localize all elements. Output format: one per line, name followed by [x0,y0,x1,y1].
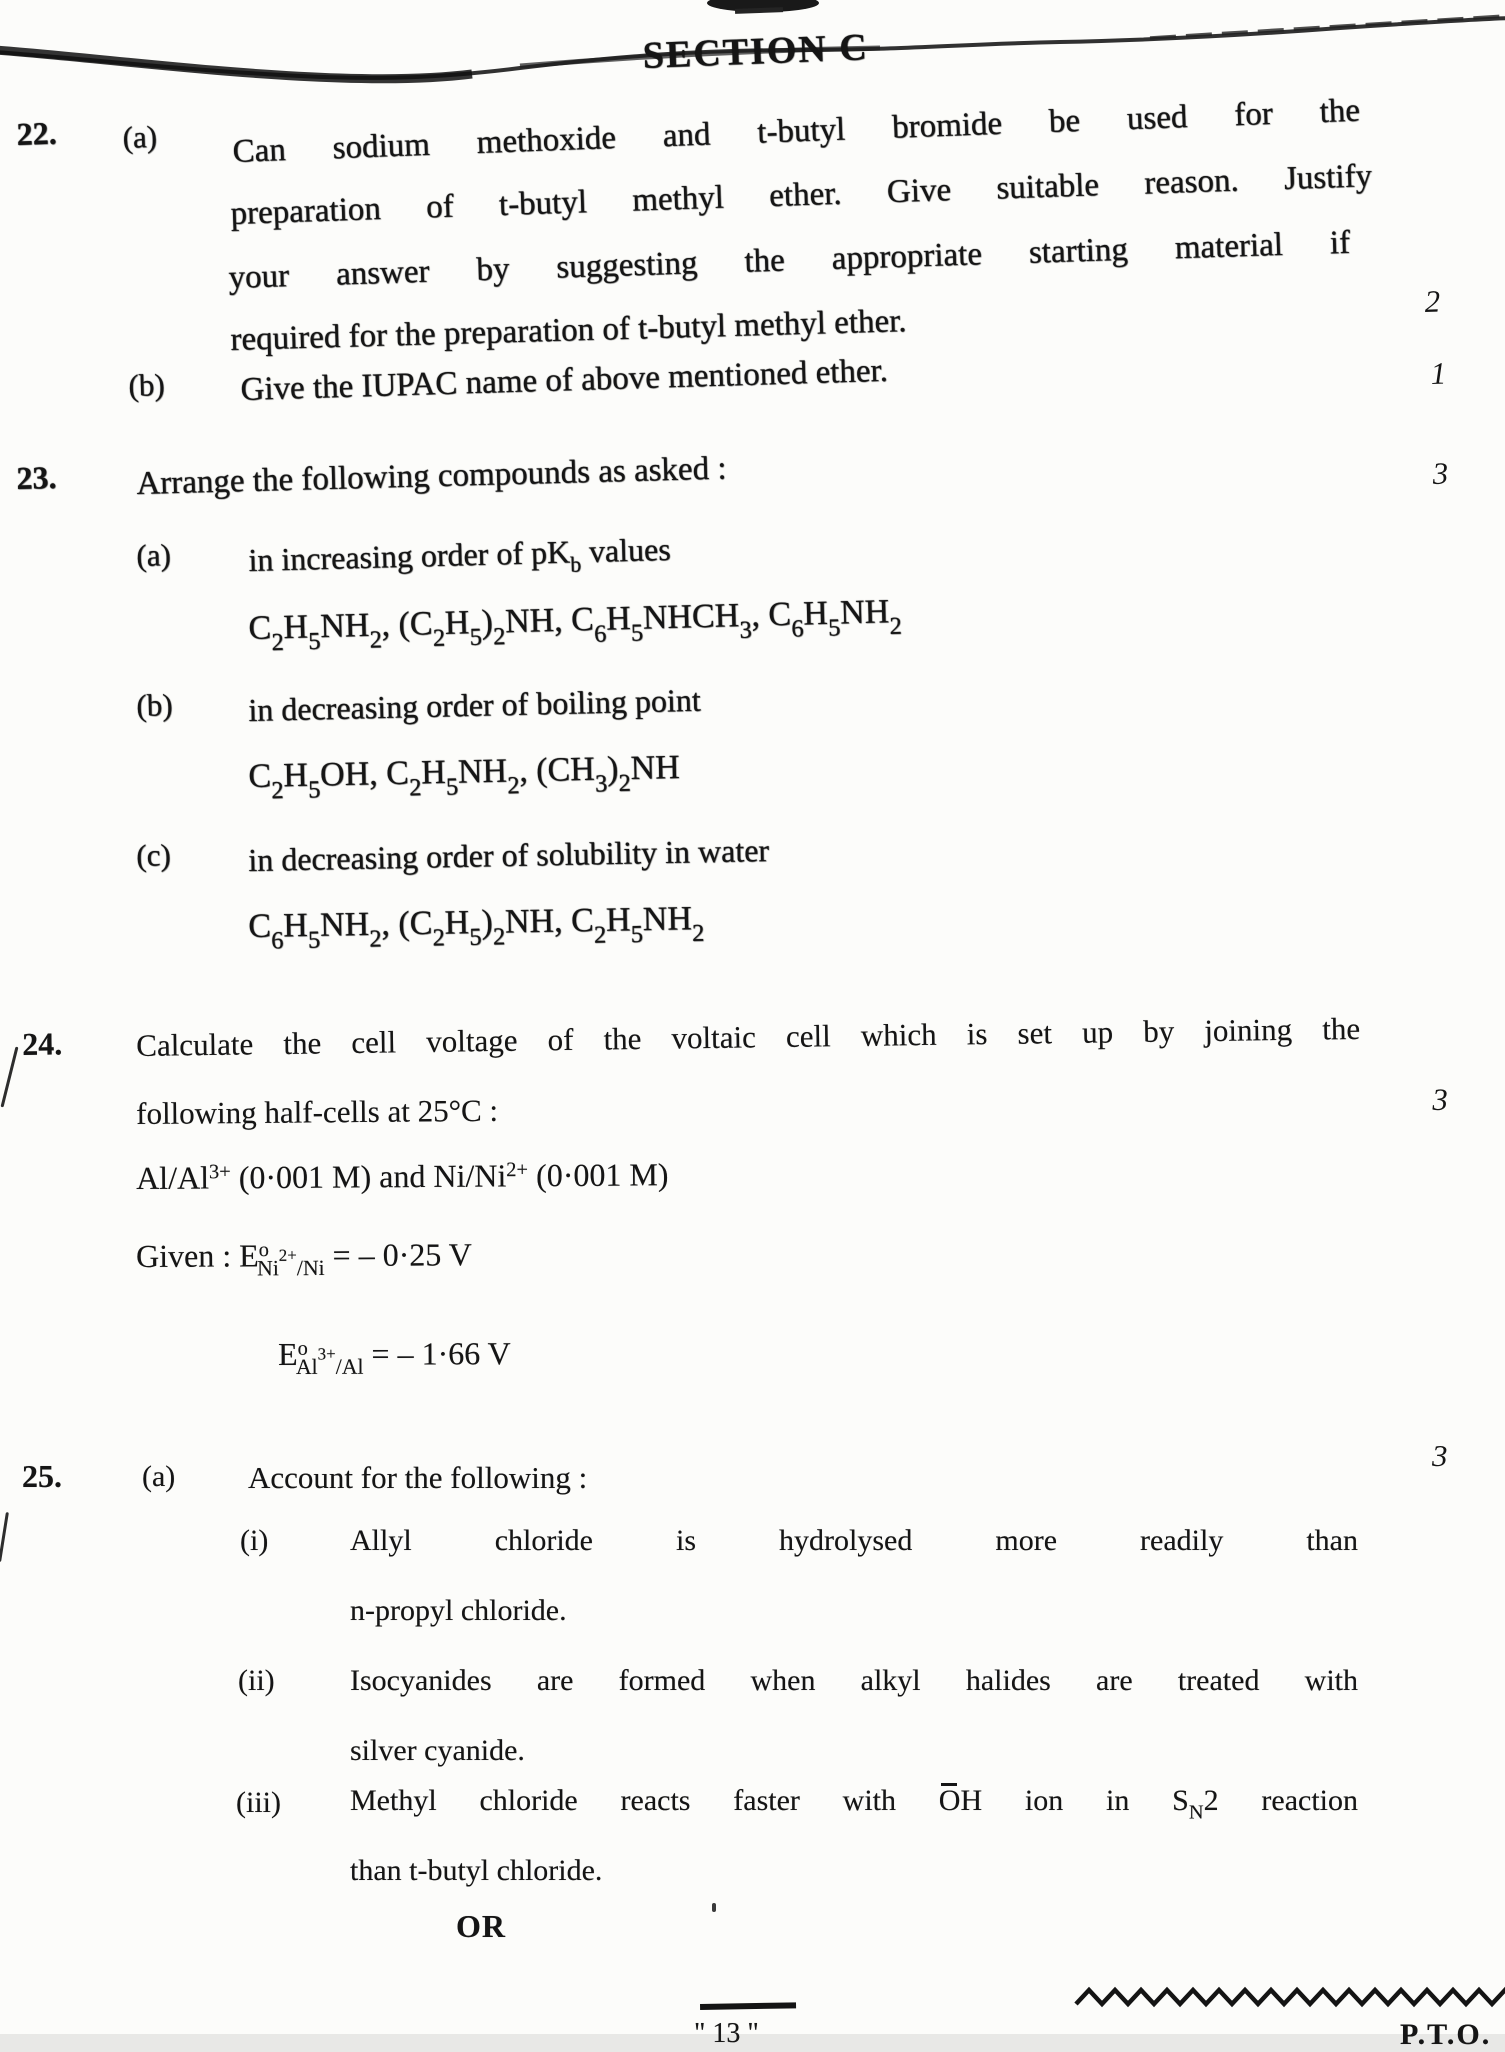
footer-page-number: " 13 " [694,2018,759,2049]
q23b-label: (b) [136,687,173,723]
q25a-marks: 3 [1432,1438,1448,1473]
q24-half-cells: $Al/Al^{3+}$ (0·001 M) and $Ni/Ni^{2+}$ (0·001 M) [136,1156,669,1196]
q24-marks: 3 [1432,1081,1449,1117]
pen-tick-mark-q24 [1,1047,19,1108]
or-separator: OR [456,1908,506,1944]
q23b-formula: $C_2H_5OH$, $C_2H_5NH_2$, $(CH_3)_2NH$ [248,748,681,805]
q23c-text: in decreasing order of solubility in water [248,832,770,878]
q24-given-1: Given : $E^o_{Ni^{2+}/Ni}$ = – 0·25 V [136,1236,472,1281]
q25-number: 25. [22,1458,62,1494]
q22a-line-1: Can sodium methoxide and t-butyl bromide be used for the [232,92,1361,170]
q22b-line-1: Give the IUPAC name of above mentioned ether. [240,352,889,408]
footer-pto: P.T.O. [1400,2018,1492,2051]
pen-tick-mark-q25 [0,1512,9,1562]
q22a-line-3: your answer by suggesting the appropriate starting material if [228,224,1351,296]
q22b-label: (b) [128,366,166,403]
q22-number: 22. [16,114,58,152]
q23b-text: in decreasing order of boiling point [248,681,702,728]
q22a-label: (a) [122,118,158,155]
q25a-i-line-1: Allyl chloride is hydrolysed more readily than [350,1524,1358,1557]
q24-line-1: Calculate the cell voltage of the voltaic cell which is set up by joining the [136,1010,1361,1063]
q24-given-2: $E^o_{Al^{3+}/Al}$ = – 1·66 V [278,1335,511,1380]
q23c-formula: $C_6H_5NH_2$, $(C_2H_5)_2NH$, $C_2H_5NH_2$ [248,900,705,955]
q23a-text: in increasing order of $pK_b$ values [248,530,672,578]
q23-number: 23. [16,458,57,496]
q25a-label: (a) [142,1460,176,1493]
q23-intro: Arrange the following compounds as asked : [136,450,727,502]
q25a-ii-line-1: Isocyanides are formed when alkyl halides are treated with [350,1664,1358,1697]
q25a-i-line-2: n-propyl chloride. [350,1594,567,1627]
q23a-label: (a) [136,537,172,573]
q25a-iii-label: (iii) [236,1786,281,1819]
q22b-marks: 1 [1430,355,1447,391]
q25a-i-label: (i) [240,1524,269,1557]
q25a-ii-label: (ii) [238,1664,275,1697]
q25a-iii-line-2: than t-butyl chloride. [350,1854,603,1887]
q25a-heading: Account for the following : [248,1460,588,1495]
q22a-line-4: required for the preparation of t-butyl methyl ether. [230,303,908,358]
stray-speck [712,1903,716,1912]
q23-marks: 3 [1432,455,1449,491]
q25a-iii-line-1: Methyl chloride reacts faster with OH ion in $S_N2$ reaction [350,1784,1358,1824]
q23c-label: (c) [136,837,172,873]
q24-line-2: following half-cells at 25°C : [136,1092,499,1131]
q22a-line-2: preparation of t-butyl methyl ether. Give suitable reason. Justify [230,158,1373,232]
q23a-formula: $C_2H_5NH_2$, $(C_2H_5)_2NH$, $C_6H_5NHCH_3$, $C_6H_5NH_2$ [248,593,903,657]
q25a-ii-line-2: silver cyanide. [350,1734,525,1767]
section-heading: SECTION C [642,26,870,77]
q24-number: 24. [22,1025,63,1062]
q22a-marks: 2 [1424,283,1441,319]
